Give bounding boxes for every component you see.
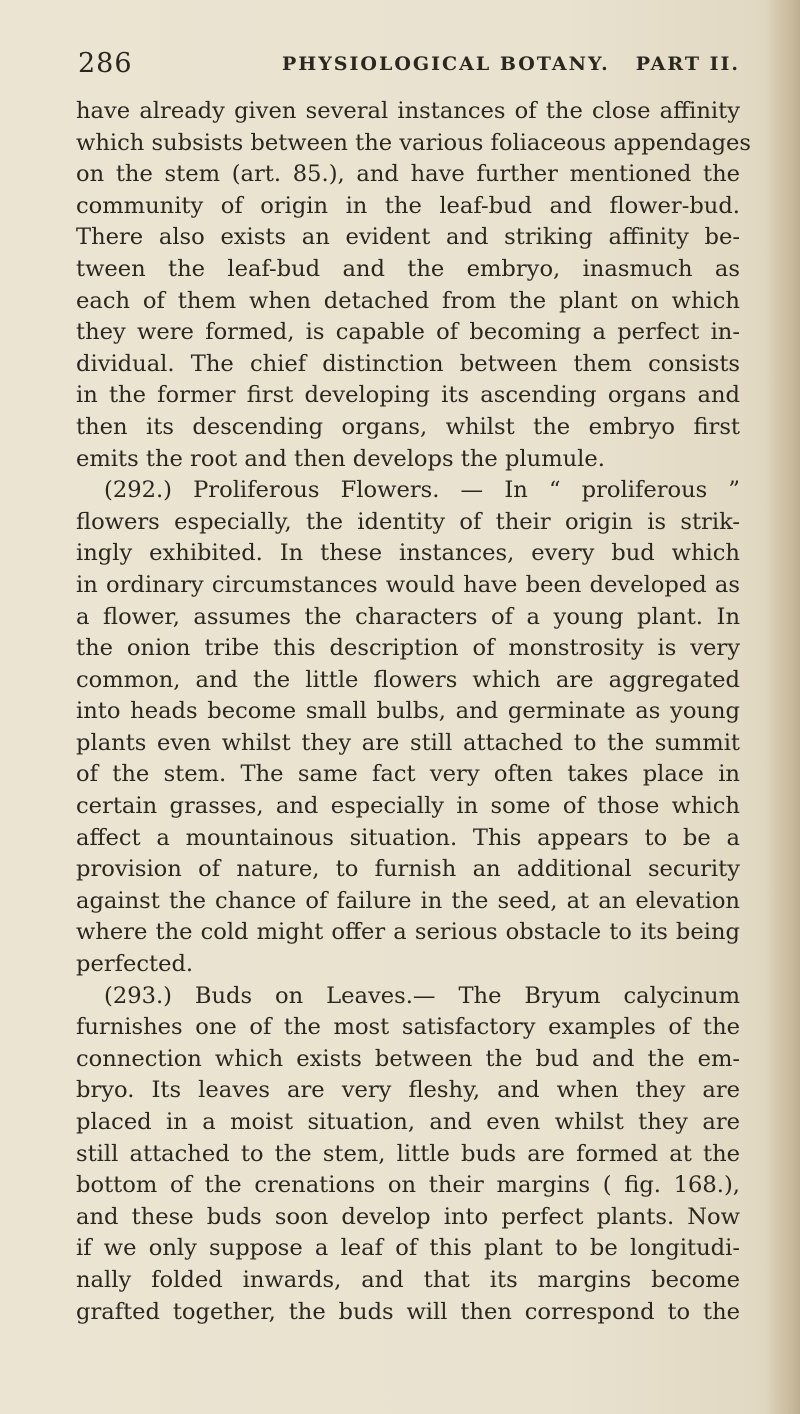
text-line: placed in a moist situation, and even whilst they are: [76, 1109, 740, 1135]
text-line: perfected.: [76, 951, 194, 978]
text-line: in the former first developing its ascending organs and: [76, 382, 740, 409]
text-line: if we only suppose a leaf of this plant to be longitudi-: [76, 1235, 740, 1262]
text-line: the onion tribe this description of monstrosity is very: [76, 635, 740, 662]
text-line: bottom of the crenations on their margins ( fig. 168.),: [76, 1172, 740, 1199]
text-line: community of origin in the leaf-bud and flower-bud.: [76, 192, 740, 219]
text-line: provision of nature, to furnish an additional security: [76, 856, 740, 883]
page-edge-shadow: [766, 0, 800, 1414]
text-line: each of them when detached from the plant on which: [76, 287, 740, 314]
text-line: bryo. Its leaves are very fleshy, and when they are: [76, 1077, 740, 1104]
text-line: affect a mountainous situation. This appears to be a: [76, 824, 740, 851]
text-line: on the stem (art. 85.), and have further mentioned the: [76, 161, 740, 188]
text-line: nally folded inwards, and that its margins become: [76, 1266, 740, 1293]
text-line: they were formed, is capable of becoming a perfect in-: [76, 319, 740, 346]
text-line: which subsists between the various foliaceous appendages: [76, 129, 752, 156]
text-line: a flower, assumes the characters of a young plant. In: [76, 603, 740, 630]
text-line: There also exists an evident and striking affinity be-: [76, 224, 740, 251]
text-line: still attached to the stem, little buds are formed at the: [76, 1140, 740, 1167]
text-line: in ordinary circumstances would have been developed as: [76, 571, 740, 598]
text-line: plants even whilst they are still attached to the summit: [76, 729, 740, 756]
text-line: against the chance of failure in the seed, at an elevation: [76, 887, 740, 914]
text-line: grafted together, the buds will then correspond to the: [76, 1298, 740, 1325]
text-line: connection which exists between the bud and the em-: [76, 1045, 740, 1072]
text-line: tween the leaf-bud and the embryo, inasmuch as: [76, 255, 740, 282]
text-line: and these buds soon develop into perfect plants. Now: [76, 1203, 740, 1230]
text-line: then its descending organs, whilst the embryo first: [76, 413, 740, 440]
text-line: certain grasses, and especially in some of those which: [76, 793, 740, 820]
text-line: have already given several instances of the close affinity: [76, 98, 740, 124]
text-line: dividual. The chief distinction between them consists: [76, 350, 740, 377]
text-line: common, and the little flowers which are aggregated: [76, 666, 740, 693]
body-text: [76, 96, 752, 1328]
running-header: [78, 48, 740, 88]
text-line: where the cold might offer a serious obstacle to its being: [76, 919, 740, 946]
text-line: of the stem. The same fact very often takes place in: [76, 761, 740, 788]
text-line: into heads become small bulbs, and germinate as young: [76, 698, 740, 725]
text-line: emits the root and then develops the plumule.: [76, 445, 605, 472]
page-number: 286: [78, 48, 133, 79]
running-title: PHYSIOLOGICAL BOTANY.: [282, 53, 610, 75]
section-heading-line: (293.) Buds on Leaves.— The Bryum calycinum: [104, 982, 740, 1009]
text-line: flowers especially, the identity of their origin is strik-: [76, 508, 740, 535]
text-line: furnishes one of the most satisfactory examples of the: [76, 1014, 740, 1041]
text-line: ingly exhibited. In these instances, every bud which: [76, 540, 740, 567]
part-label: PART II.: [635, 53, 740, 75]
section-heading-line: (292.) Proliferous Flowers. — In “ proliferous ”: [104, 477, 740, 504]
